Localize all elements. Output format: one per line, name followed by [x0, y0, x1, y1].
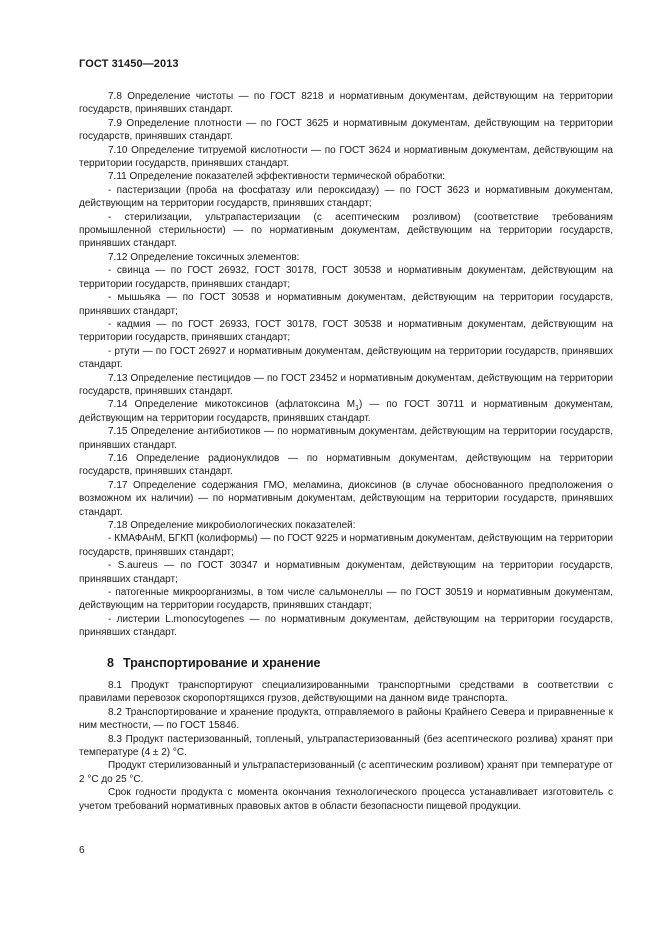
section-7-continuation: [79, 90, 613, 640]
list-item-listeria: - листерии L.monocytogenes — по нормативным документам, действующим на территории государств, принявших стандарт.: [79, 613, 613, 639]
section-8-heading: [107, 656, 320, 670]
paragraph-7-13: 7.13 Определение пестицидов — по ГОСТ 23452 и нормативным документам, действующим на территории государств, принявших стандарт.: [79, 372, 613, 397]
list-item-sterilization: - стерилизации, ультрапастеризации (с асептическим розливом) (соответствие требованиям промышленной стерильности) — по нормативным документам, действующим на территории государств, принявших стандарт.: [79, 211, 613, 250]
paragraph-7-12: 7.12 Определение токсичных элементов:: [108, 251, 300, 263]
document-header: ГОСТ 31450—2013: [79, 58, 179, 70]
paragraph-7-15: 7.15 Определение антибиотиков — по нормативным документам, действующим на территории государств, принявших стандарт.: [79, 426, 613, 451]
list-item-cadmium: - кадмия — по ГОСТ 26933, ГОСТ 30178, ГОСТ 30538 и нормативным документам, действующим на территории государств, принявших стандарт;: [79, 318, 613, 344]
paragraph-8-3: 8.3 Продукт пастеризованный, топленый, ультрапастеризованный (без асептического розлива) хранят при температуре (4 ± 2) °С.: [79, 733, 613, 759]
paragraph-shelf-life: Срок годности продукта с момента окончания технологического процесса устанавливает изготовитель с учетом требований нормативных правовых актов в области безопасности пищевой продукции.: [79, 787, 613, 812]
section-8-body: [79, 679, 613, 813]
paragraph-8-1: 8.1 Продукт транспортируют специализированными транспортными средствами в соответствии с правилами перевозок скоропортящихся грузов, действующими на данном виде транспорта.: [79, 680, 613, 705]
paragraph-8-2: 8.2 Транспортирование и хранение продукта, отправляемого в районы Крайнего Севера и приравненные к ним местности, — по ГОСТ 15846.: [79, 706, 613, 732]
paragraph-7-14: 7.14 Определение микотоксинов (афлатоксина $М_1$) — по ГОСТ 30711 и нормативным документам, действующим на территории государств, принявших стандарт.: [79, 399, 614, 424]
section-8-title: Транспортирование и хранение: [122, 656, 321, 670]
paragraph-7-17: 7.17 Определение содержания ГМО, меламина, диоксинов (в случае обоснованного предположения о возможном их наличии) — по нормативным документам, действующим на территории государств, принявших стандарт.: [79, 479, 613, 518]
paragraph-7-11: 7.11 Определение показателей эффективности термической обработки:: [108, 171, 446, 183]
list-item-kmafanm: - КМАФАнМ, БГКП (колиформы) — по ГОСТ 9225 и нормативным документам, действующим на территории государств, принявших стандарт;: [79, 533, 613, 558]
paragraph-7-9: 7.9 Определение плотности — по ГОСТ 3625 и нормативным документам, действующим на территории государств, принявших стандарт.: [79, 117, 613, 143]
list-item-lead: - свинца — по ГОСТ 26932, ГОСТ 30178, ГОСТ 30538 и нормативным документам, действующим на территории государств, принявших стандарт;: [79, 265, 613, 290]
paragraph-7-16: 7.16 Определение радионуклидов — по нормативным документам, действующим на территории государств, принявших стандарт.: [79, 452, 613, 478]
paragraph-7-18: 7.18 Определение микробиологических показателей:: [108, 520, 356, 531]
list-item-arsenic: - мышьяка — по ГОСТ 30538 и нормативным документам, действующим на территории государств, принявших стандарт;: [79, 292, 613, 317]
paragraph-storage-sterilized: Продукт стерилизованный и ультрапастеризованный (с асептическим розливом) хранят при температуре от 2 °С до 25 °С.: [79, 760, 613, 785]
paragraph-7-10: 7.10 Определение титруемой кислотности — по ГОСТ 3624 и нормативным документам, действующим на территории государств, принявших стандарт.: [79, 144, 613, 170]
section-8-number: 8: [107, 656, 114, 670]
list-item-pathogens: - патогенные микроорганизмы, в том числе сальмонеллы — по ГОСТ 30519 и нормативным документам, действующим на территории государств, принявших стандарт;: [79, 587, 613, 612]
list-item-saureus: - S.aureus — по ГОСТ 30347 и нормативным документам, действующим на территории государств, принявших стандарт;: [79, 560, 613, 585]
page-number: 6: [79, 845, 85, 856]
paragraph-7-8: 7.8 Определение чистоты — по ГОСТ 8218 и нормативным документам, действующим на территории государств, принявших стандарт.: [79, 91, 613, 116]
list-item-pasteurization: - пастеризации (проба на фосфатазу или пероксидазу) — по ГОСТ 3623 и нормативным документам, действующим на территории государств, принявших стандарт;: [79, 184, 613, 210]
list-item-mercury: - ртути — по ГОСТ 26927 и нормативным документам, действующим на территории государств, принявших стандарт.: [79, 345, 613, 371]
